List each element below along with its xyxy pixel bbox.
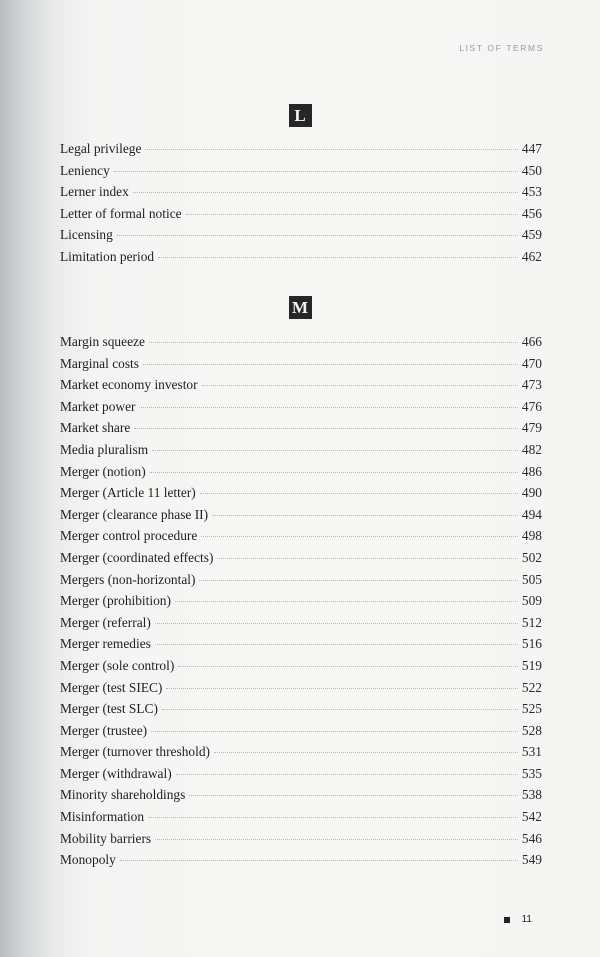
- term-entry: [60, 590, 542, 612]
- term-label: Market economy investor: [60, 377, 198, 393]
- term-page-number: 528: [521, 722, 542, 738]
- dot-leader: [162, 708, 518, 710]
- term-page-number: 509: [521, 593, 542, 609]
- term-label: Limitation period: [60, 248, 155, 264]
- dot-leader: [139, 406, 517, 408]
- dot-leader: [175, 600, 518, 602]
- term-entry: [60, 374, 542, 396]
- term-label: Merger (clearance phase II): [60, 506, 209, 522]
- dot-leader: [176, 773, 518, 775]
- term-page-number: 531: [521, 744, 542, 760]
- term-page-number: 473: [521, 377, 542, 393]
- term-page-number: 546: [521, 830, 542, 846]
- dot-leader: [201, 535, 518, 537]
- term-entry: [60, 655, 542, 677]
- term-page-number: 494: [521, 506, 542, 522]
- dot-leader: [133, 191, 518, 193]
- dot-leader: [151, 730, 518, 732]
- term-page-number: 459: [521, 227, 542, 243]
- term-entry: [60, 224, 542, 246]
- section-letter-badge: M: [289, 296, 312, 319]
- term-entry: [60, 569, 542, 591]
- term-entry: [60, 160, 542, 182]
- dot-leader: [150, 471, 518, 473]
- term-label: Merger remedies: [60, 636, 151, 652]
- dot-leader: [217, 557, 517, 559]
- term-entry: [60, 806, 542, 828]
- dot-leader: [200, 492, 518, 494]
- term-page-number: 519: [521, 657, 542, 673]
- term-entry: [60, 331, 542, 353]
- term-entry: [60, 203, 542, 225]
- term-label: Market share: [60, 420, 131, 436]
- term-label: Mobility barriers: [60, 830, 152, 846]
- term-page-number: 538: [521, 787, 542, 803]
- term-page-number: 498: [521, 528, 542, 544]
- term-page-number: 490: [521, 485, 542, 501]
- entry-list: [60, 138, 542, 268]
- term-label: Letter of formal notice: [60, 205, 182, 221]
- running-head: LIST OF TERMS: [459, 43, 544, 53]
- term-entry: [60, 504, 542, 526]
- term-page-number: 447: [521, 141, 542, 156]
- dot-leader: [114, 170, 518, 172]
- term-page-number: 516: [521, 636, 542, 652]
- term-entry: [60, 353, 542, 375]
- term-entry: [60, 246, 542, 268]
- term-entry: [60, 547, 542, 569]
- term-entry: [60, 439, 542, 461]
- dot-leader: [149, 341, 518, 343]
- term-page-number: 453: [521, 184, 542, 200]
- dot-leader: [148, 816, 518, 818]
- term-label: Lerner index: [60, 184, 129, 200]
- term-page-number: 486: [521, 463, 542, 479]
- term-label: Merger (turnover threshold): [60, 744, 210, 760]
- term-entry: [60, 763, 542, 785]
- dot-leader: [145, 148, 517, 150]
- term-page-number: 462: [521, 248, 542, 264]
- term-label: Leniency: [60, 162, 110, 178]
- term-entry: [60, 698, 542, 720]
- term-label: Mergers (non-horizontal): [60, 571, 196, 587]
- term-page-number: 470: [521, 355, 542, 371]
- term-label: Merger (Article 11 letter): [60, 485, 196, 501]
- term-entry: [60, 181, 542, 203]
- term-page-number: 502: [521, 549, 542, 565]
- term-label: Legal privilege: [60, 141, 142, 156]
- dot-leader: [143, 363, 518, 365]
- term-entry: [60, 612, 542, 634]
- term-page-number: 522: [521, 679, 542, 695]
- term-label: Marginal costs: [60, 355, 139, 371]
- dot-leader: [214, 751, 518, 753]
- page-number: 11: [521, 914, 532, 925]
- term-label: Merger control procedure: [60, 528, 198, 544]
- term-entry: [60, 828, 542, 850]
- section-letter-badge: L: [289, 104, 312, 127]
- section-m: [60, 296, 542, 871]
- term-label: Misinformation: [60, 809, 145, 825]
- term-entry: [60, 461, 542, 483]
- term-label: Merger (notion): [60, 463, 146, 479]
- term-page-number: 512: [521, 614, 542, 630]
- term-label: Merger (sole control): [60, 657, 175, 673]
- term-entry: [60, 633, 542, 655]
- dot-leader: [155, 622, 518, 624]
- term-label: Licensing: [60, 227, 113, 243]
- term-entry: [60, 677, 542, 699]
- dot-leader: [134, 427, 518, 429]
- term-entry: [60, 849, 542, 871]
- term-label: Merger (test SLC): [60, 701, 158, 717]
- dot-leader: [158, 256, 518, 258]
- square-bullet-icon: [504, 917, 510, 923]
- term-entry: [60, 720, 542, 742]
- dot-leader: [199, 579, 517, 581]
- term-entry: [60, 138, 542, 160]
- term-page-number: 542: [521, 809, 542, 825]
- term-label: Monopoly: [60, 852, 116, 868]
- dot-leader: [212, 514, 518, 516]
- term-page-number: 482: [521, 441, 542, 457]
- term-entry: [60, 784, 542, 806]
- term-label: Merger (referral): [60, 614, 151, 630]
- term-label: Merger (test SIEC): [60, 679, 163, 695]
- entry-list: [60, 331, 542, 871]
- term-page-number: 479: [521, 420, 542, 436]
- term-label: Minority shareholdings: [60, 787, 186, 803]
- dot-leader: [152, 449, 518, 451]
- dot-leader: [155, 643, 518, 645]
- dot-leader: [166, 687, 518, 689]
- term-label: Margin squeeze: [60, 334, 145, 349]
- section-l: [60, 104, 542, 268]
- term-label: Media pluralism: [60, 441, 149, 457]
- term-page-number: 456: [521, 205, 542, 221]
- term-label: Merger (prohibition): [60, 593, 171, 609]
- term-entry: [60, 396, 542, 418]
- term-label: Merger (trustee): [60, 722, 148, 738]
- term-page-number: 450: [521, 162, 542, 178]
- term-entry: [60, 741, 542, 763]
- term-entry: [60, 482, 542, 504]
- term-page-number: 505: [521, 571, 542, 587]
- dot-leader: [202, 384, 518, 386]
- term-label: Merger (coordinated effects): [60, 549, 214, 565]
- term-label: Market power: [60, 398, 136, 414]
- dot-leader: [189, 794, 518, 796]
- term-entry: [60, 417, 542, 439]
- dot-leader: [117, 234, 518, 236]
- term-page-number: 476: [521, 398, 542, 414]
- term-page-number: 466: [521, 334, 542, 349]
- page-folio: [504, 914, 532, 925]
- term-page-number: 535: [521, 765, 542, 781]
- term-entry: [60, 525, 542, 547]
- dot-leader: [155, 838, 518, 840]
- dot-leader: [186, 213, 518, 215]
- term-page-number: 525: [521, 701, 542, 717]
- term-label: Merger (withdrawal): [60, 765, 172, 781]
- term-page-number: 549: [521, 852, 542, 868]
- dot-leader: [120, 859, 518, 861]
- dot-leader: [178, 665, 518, 667]
